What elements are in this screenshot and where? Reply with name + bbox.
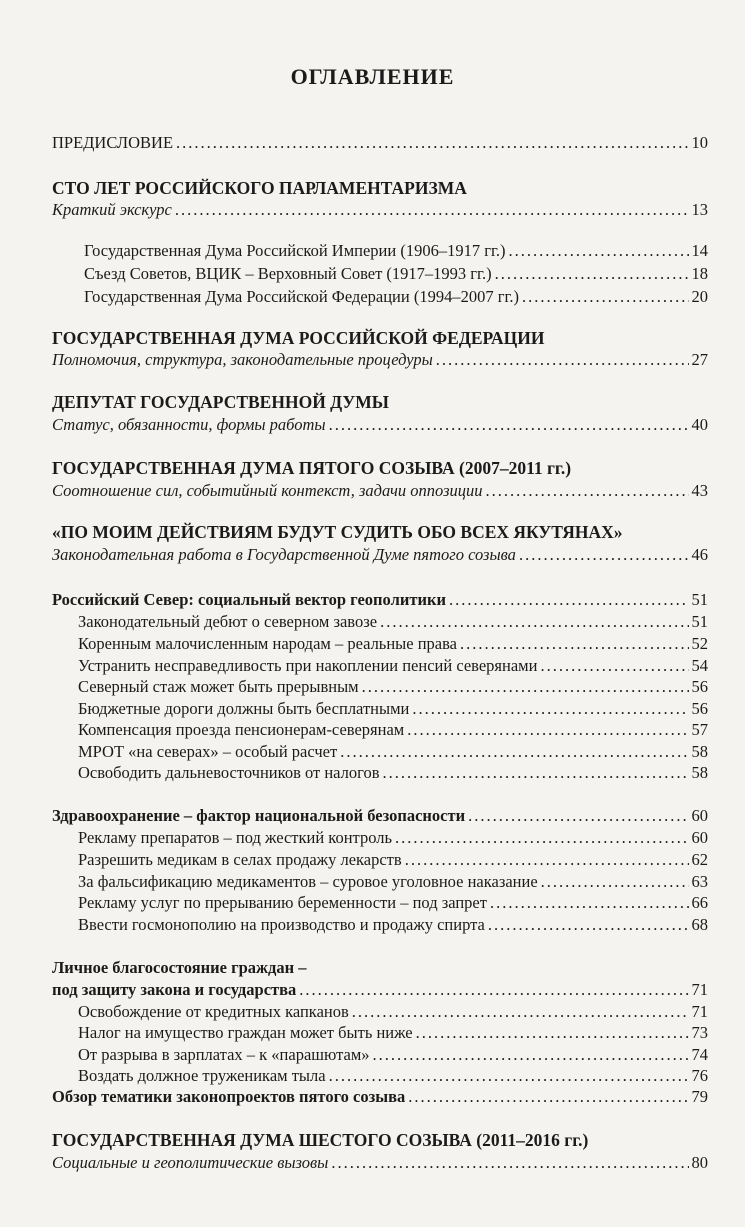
section-heading: ГОСУДАРСТВЕННАЯ ДУМА РОССИЙСКОЙ ФЕДЕРАЦИИ xyxy=(52,328,545,348)
toc-entry-subtitle xyxy=(52,480,708,502)
entry-text: Налог на имущество граждан может быть ниже xyxy=(78,1023,413,1042)
entry-text: Здравоохранение – фактор национальной безопасности xyxy=(52,806,466,825)
page-number: 51 xyxy=(691,612,708,631)
entry-text: Устранить несправедливость при накоплении пенсий северянами xyxy=(78,656,538,675)
toc-entry-subtitle xyxy=(52,199,708,221)
section-heading: ГОСУДАРСТВЕННАЯ ДУМА ШЕСТОГО СОЗЫВА (2011–2016 гг.) xyxy=(52,1130,589,1150)
toc-entry xyxy=(78,698,708,720)
leader-dots xyxy=(373,1044,689,1066)
toc-entry xyxy=(78,655,708,677)
page-number: 43 xyxy=(691,481,708,500)
entry-text: Социальные и геополитические вызовы xyxy=(52,1153,329,1172)
page-number: 13 xyxy=(691,200,708,219)
entry-text: Воздать должное труженикам тыла xyxy=(78,1066,326,1085)
page-number: 10 xyxy=(691,133,708,152)
toc-entry xyxy=(78,633,708,655)
page-number: 27 xyxy=(691,350,708,369)
leader-dots xyxy=(509,240,689,262)
toc-entry-subtitle xyxy=(52,544,708,566)
entry-text: Статус, обязанности, формы работы xyxy=(52,415,326,434)
entry-text: Законодательный дебют о северном завозе xyxy=(78,612,378,631)
entry-text: Краткий экскурс xyxy=(52,200,172,219)
toc-entry xyxy=(78,827,708,849)
entry-text: Разрешить медикам в селах продажу лекарств xyxy=(78,850,402,869)
toc-entry xyxy=(78,741,708,763)
toc-entry xyxy=(78,719,708,741)
page-number: 52 xyxy=(691,634,708,653)
entry-text: Обзор тематики законопроектов пятого созыва xyxy=(52,1087,406,1106)
toc-entry-subtitle xyxy=(52,1152,708,1174)
page-number: 76 xyxy=(691,1066,708,1085)
leader-dots xyxy=(340,741,688,763)
leader-dots xyxy=(299,979,688,1001)
leader-dots xyxy=(405,849,689,871)
toc-entry xyxy=(78,1044,708,1066)
toc-entry-subtitle xyxy=(52,414,708,436)
leader-dots xyxy=(541,871,689,893)
toc-entry xyxy=(84,286,708,308)
page-number: 74 xyxy=(691,1045,708,1064)
page-number: 60 xyxy=(691,828,708,847)
section-heading: СТО ЛЕТ РОССИЙСКОГО ПАРЛАМЕНТАРИЗМА xyxy=(52,178,467,198)
entry-text: Рекламу препаратов – под жесткий контроль xyxy=(78,828,392,847)
section-heading: «ПО МОИМ ДЕЙСТВИЯМ БУДУТ СУДИТЬ ОБО ВСЕХ ЯКУТЯНАХ» xyxy=(52,522,623,542)
leader-dots xyxy=(519,544,689,566)
leader-dots xyxy=(331,1152,688,1174)
page-number: 73 xyxy=(691,1023,708,1042)
page-number: 71 xyxy=(691,1002,708,1021)
leader-dots xyxy=(175,199,689,221)
entry-text: За фальсификацию медикаментов – суровое уголовное наказание xyxy=(78,872,538,891)
entry-text: Личное благосостояние граждан – xyxy=(52,958,307,977)
toc-entry-subtitle xyxy=(52,349,708,371)
page-number: 40 xyxy=(691,415,708,434)
toc-entry xyxy=(78,892,708,914)
leader-dots xyxy=(436,349,689,371)
page-number: 56 xyxy=(691,677,708,696)
page-number: 79 xyxy=(691,1087,708,1106)
toc-entry-heading xyxy=(52,979,708,1001)
leader-dots xyxy=(460,633,688,655)
page-number: 66 xyxy=(691,893,708,912)
page-number: 68 xyxy=(691,915,708,934)
page-number: 14 xyxy=(691,241,708,260)
leader-dots xyxy=(416,1022,689,1044)
entry-text: Государственная Дума Российской Империи (1906–1917 гг.) xyxy=(84,241,506,260)
toc-entry xyxy=(84,240,708,262)
leader-dots xyxy=(412,698,688,720)
page-number: 71 xyxy=(691,980,708,999)
leader-dots xyxy=(488,914,689,936)
toc-entry xyxy=(78,849,708,871)
entry-text: Бюджетные дороги должны быть бесплатными xyxy=(78,699,410,718)
page-number: 60 xyxy=(691,806,708,825)
entry-text: Рекламу услуг по прерыванию беременности – под запрет xyxy=(78,893,487,912)
leader-dots xyxy=(407,719,688,741)
toc-entry xyxy=(78,1001,708,1023)
leader-dots xyxy=(362,676,689,698)
page-number: 20 xyxy=(691,287,708,306)
page-number: 57 xyxy=(691,720,708,739)
toc-entry-heading xyxy=(52,1086,708,1108)
leader-dots xyxy=(329,1065,689,1087)
toc-entry xyxy=(78,762,708,784)
leader-dots xyxy=(449,589,689,611)
toc-entry-heading xyxy=(52,957,708,979)
entry-text: МРОТ «на северах» – особый расчет xyxy=(78,742,338,761)
leader-dots xyxy=(380,611,688,633)
page-number: 56 xyxy=(691,699,708,718)
leader-dots xyxy=(540,655,688,677)
entry-text: ПРЕДИСЛОВИЕ xyxy=(52,133,174,152)
leader-dots xyxy=(468,805,688,827)
section-heading: ДЕПУТАТ ГОСУДАРСТВЕННОЙ ДУМЫ xyxy=(52,392,389,412)
entry-text: От разрыва в зарплатах – к «парашютам» xyxy=(78,1045,370,1064)
entry-text: Государственная Дума Российской Федерации (1994–2007 гг.) xyxy=(84,287,520,306)
leader-dots xyxy=(408,1086,688,1108)
leader-dots xyxy=(522,286,688,308)
page-number: 58 xyxy=(691,763,708,782)
toc-entry xyxy=(84,263,708,285)
leader-dots xyxy=(490,892,689,914)
toc-entry-heading xyxy=(52,805,708,827)
page-number: 80 xyxy=(691,1153,708,1172)
entry-text: Компенсация проезда пенсионерам-северянам xyxy=(78,720,405,739)
entry-text: Съезд Советов, ВЦИК – Верховный Совет (1917–1993 гг.) xyxy=(84,264,492,283)
leader-dots xyxy=(495,263,689,285)
page-number: 51 xyxy=(691,590,708,609)
leader-dots xyxy=(383,762,689,784)
section-heading: ГОСУДАРСТВЕННАЯ ДУМА ПЯТОГО СОЗЫВА (2007–2011 гг.) xyxy=(52,458,572,478)
entry-text: Северный стаж может быть прерывным xyxy=(78,677,359,696)
leader-dots xyxy=(176,132,688,154)
leader-dots xyxy=(329,414,689,436)
page-number: 18 xyxy=(691,264,708,283)
page-number: 63 xyxy=(691,872,708,891)
entry-text: Освободить дальневосточников от налогов xyxy=(78,763,380,782)
leader-dots xyxy=(352,1001,689,1023)
entry-text: Полномочия, структура, законодательные процедуры xyxy=(52,350,433,369)
page-title: ОГЛАВЛЕНИЕ xyxy=(290,64,455,89)
toc-entry-heading xyxy=(52,589,708,611)
leader-dots xyxy=(486,480,689,502)
page-number: 46 xyxy=(691,545,708,564)
page-number: 62 xyxy=(691,850,708,869)
entry-text: Освобождение от кредитных капканов xyxy=(78,1002,349,1021)
page-number: 54 xyxy=(691,656,708,675)
toc-entry xyxy=(78,676,708,698)
leader-dots xyxy=(395,827,689,849)
toc-entry xyxy=(78,1065,708,1087)
entry-text: Соотношение сил, событийный контекст, задачи оппозиции xyxy=(52,481,483,500)
toc-entry xyxy=(78,871,708,893)
toc-entry xyxy=(78,1022,708,1044)
entry-text: Коренным малочисленным народам – реальные права xyxy=(78,634,458,653)
entry-text: под защиту закона и государства xyxy=(52,980,297,999)
entry-text: Законодательная работа в Государственной Думе пятого созыва xyxy=(52,545,516,564)
toc-entry-preface xyxy=(52,132,708,154)
page-number: 58 xyxy=(691,742,708,761)
entry-text: Ввести госмонополию на производство и продажу спирта xyxy=(78,915,485,934)
entry-text: Российский Север: социальный вектор геополитики xyxy=(52,590,446,609)
toc-entry xyxy=(78,914,708,936)
toc-entry xyxy=(78,611,708,633)
